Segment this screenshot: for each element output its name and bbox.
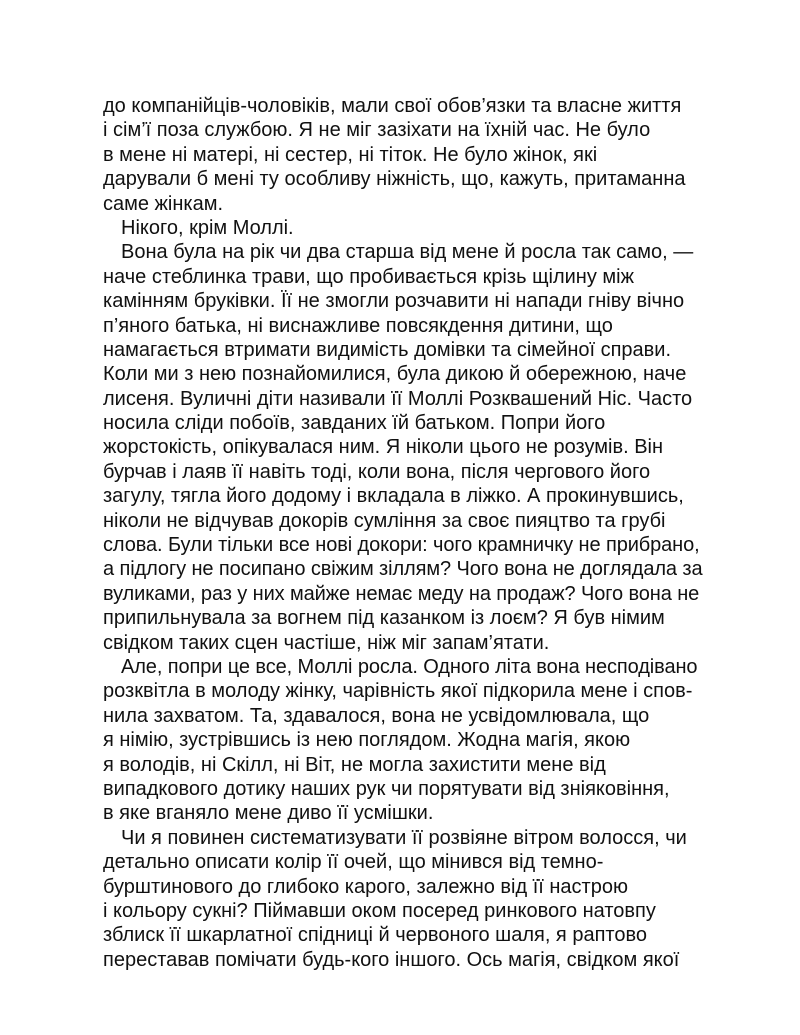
text-line: і кольору сукні? Піймавши оком посеред ринкового натовпу [103, 899, 656, 922]
text-line: а підлогу не посипано свіжим зіллям? Чого вона не доглядала за [103, 558, 703, 581]
paragraph-first-line: Вона була на рік чи два старша від мене й росла так само, — [121, 241, 694, 264]
text-line: розквітла в молоду жінку, чарівність якої підкорила мене і спов- [103, 680, 693, 703]
text-line: носила сліди побоїв, завданих їй батьком. Попри його [103, 412, 606, 435]
text-line: в яке вганяло мене диво її усмішки. [103, 802, 434, 825]
text-line: до компанійців-чоловіків, мали свої обов’язки та власне життя [103, 95, 682, 117]
text-line: бурчав і лаяв її навіть тоді, коли вона, після чергового його [103, 460, 651, 483]
text-line: випадкового дотику наших рук чи порятувати від зніяковіння, [103, 777, 670, 800]
text-line: лисеня. Вуличні діти називали її Моллі Розквашений Ніс. Часто [103, 387, 693, 410]
text-line: саме жінкам. [103, 192, 224, 215]
text-line: ніколи не відчував докорів сумління за своє пияцтво та грубі [103, 509, 666, 532]
text-line: жорстокість, опікувалася ним. Я ніколи цього не розумів. Він [103, 436, 664, 459]
text-line: і сім’ї поза службою. Я не міг зазіхати на їхній час. Не було [103, 119, 651, 142]
text-line: в мене ні матері, ні сестер, ні тіток. Не було жінок, які [103, 143, 598, 166]
text-line: дарували б мені ту особливу ніжність, що, кажуть, притаманна [103, 168, 686, 191]
text-line: свідком таких сцен частіше, ніж міг запам’ятати. [103, 631, 550, 654]
text-line: нила захватом. Та, здавалося, вона не усвідомлювала, що [103, 704, 650, 727]
text-line: загулу, тягла його додому і вкладала в ліжко. А прокинувшись, [103, 485, 684, 508]
text-line: зблиск її шкарлатної спідниці й червоного шаля, я раптово [103, 924, 647, 947]
text-line: бурштинового до глибоко карого, залежно від її настрою [103, 875, 628, 898]
text-line: припильнувала за вогнем під казанком із лоєм? Я був німим [103, 607, 665, 630]
paragraph-first-line: Але, попри це все, Моллі росла. Одного літа вона несподівано [121, 655, 698, 678]
text-line: камінням бруківки. Її не змогли розчавити ні напади гніву вічно [103, 290, 685, 313]
text-line: переставав помічати будь-кого іншого. Ось магія, свідком якої [103, 948, 680, 971]
text-line: намагається втримати видимість домівки та сімейної справи. [103, 338, 672, 361]
text-line: Коли ми з нею познайомилися, була дикою й обережною, наче [103, 363, 687, 386]
paragraph-first-line: Чи я повинен систематизувати її розвіяне вітром волосся, чи [121, 826, 687, 849]
text-line: п’яного батька, ні виснажливе повсякдення дитини, що [103, 314, 613, 337]
text-line: детально описати колір її очей, що мінився від темно- [103, 851, 604, 874]
text-line: слова. Були тільки все нові докори: чого крамничку не прибрано, [103, 534, 700, 557]
page-body-text [103, 94, 703, 972]
text-line: я німію, зустрівшись із нею поглядом. Жодна магія, якою [103, 729, 631, 752]
text-line: наче стеблинка трави, що пробивається крізь щілину між [103, 265, 634, 288]
text-line: вуликами, раз у них майже немає меду на продаж? Чого вона не [103, 582, 700, 605]
text-line: я володів, ні Скілл, ні Віт, не могла захистити мене від [103, 753, 606, 776]
paragraph-first-line: Нікого, крім Моллі. [121, 216, 294, 239]
